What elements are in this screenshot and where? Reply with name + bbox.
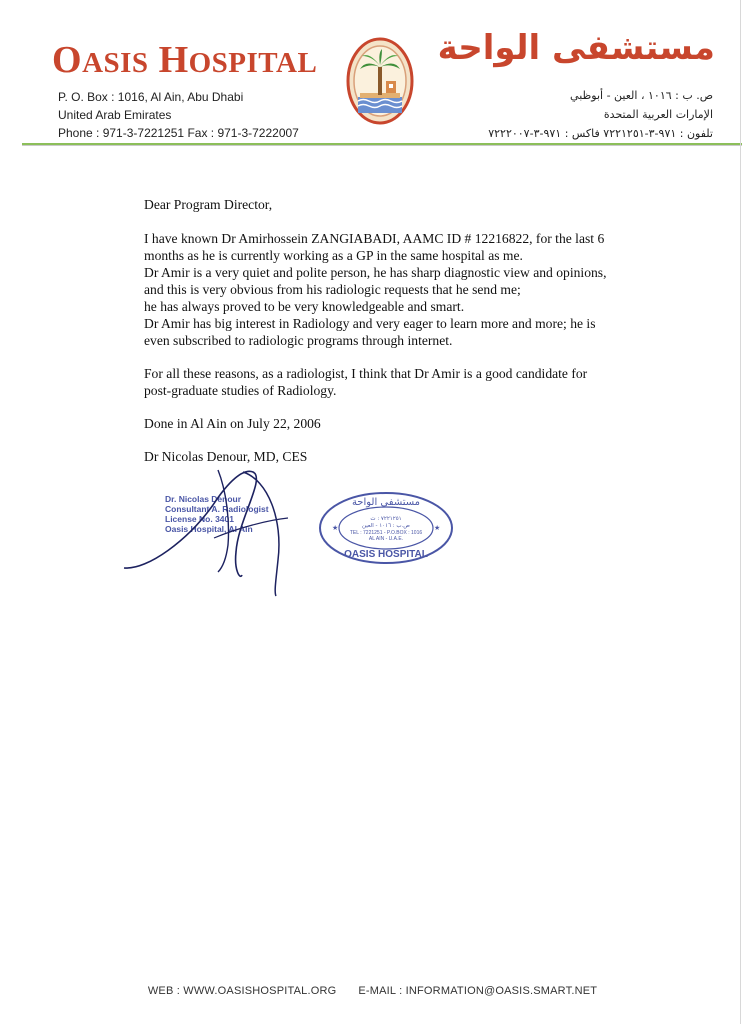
body-line: even subscribed to radiologic programs through internet. — [144, 333, 453, 348]
seal-arabic-title: مستشفى الواحة — [351, 497, 421, 508]
body-line: For all these reasons, as a radiologist, I think that Dr Amir is a good candidate for — [144, 366, 588, 381]
name-second-rest: OSPITAL — [188, 47, 318, 79]
seal-line: AL AIN - U.A.E. — [368, 536, 404, 542]
address-english — [58, 88, 299, 142]
place-date: Done in Al Ain on July 22, 2006 — [144, 416, 321, 431]
footer-website: WEB : WWW.OASISHOSPITAL.ORG — [147, 985, 337, 997]
address-line: P. O. Box : 1016, Al Ain, Abu Dhabi — [58, 90, 244, 104]
seal-line: ص.ب : ١٠١٦ - العين — [362, 523, 410, 529]
footer-email: E-MAIL : INFORMATION@OASIS.SMART.NET — [358, 985, 598, 997]
seal-english-title: OASIS HOSPITAL — [344, 549, 428, 560]
body-line: Dr Amir has big interest in Radiology and very eager to learn more and more; he is — [144, 316, 596, 331]
address-line-ar: الإمارات العربية المتحدة — [603, 108, 713, 121]
hospital-seal-stamp — [318, 490, 454, 566]
salutation: Dear Program Director, — [144, 197, 273, 212]
hospital-name-english — [52, 38, 317, 82]
address-line: United Arab Emirates — [58, 108, 172, 122]
name-second-cap: H — [158, 39, 189, 81]
header-rule-shadow — [22, 145, 742, 146]
hospital-logo-palm-icon — [346, 37, 414, 125]
body-line: post-graduate studies of Radiology. — [144, 383, 337, 398]
address-line-ar: ص. ب : ١٠١٦ ، العين - أبوظبي — [570, 89, 713, 102]
page-edge — [740, 0, 741, 1024]
name-first-cap: O — [52, 39, 83, 81]
contact-line-ar: تلفون : ٩٧١-٣-٧٢٢١٢٥١ فاكس : ٩٧١-٣-٧٢٢٢٠٠٧ — [488, 127, 713, 140]
contact-line: Phone : 971-3-7221251 Fax : 971-3-7222007 — [58, 126, 299, 140]
letter-footer — [0, 985, 745, 997]
hospital-name-arabic: مستشفى الواحة — [437, 28, 715, 68]
stamp-line: Oasis Hospital, Al Ain — [165, 524, 253, 534]
body-line: I have known Dr Amirhossein ZANGIABADI, AAMC ID # 12216822, for the last 6 — [144, 231, 605, 246]
body-line: and this is very obvious from his radiologic requests that he send me; — [144, 282, 521, 297]
body-line: he has always proved to be very knowledgeable and smart. — [144, 299, 465, 314]
letter-body — [144, 196, 664, 465]
body-line: months as he is currently working as a GP in the same hospital as me. — [144, 248, 523, 263]
seal-line: ٧٢٢١٢٥١ : ت — [370, 516, 402, 522]
stamp-line: Consultant A. Radiologist — [165, 504, 269, 514]
star-icon: ★ — [332, 524, 339, 532]
stamp-line: Dr. Nicolas Denour — [165, 494, 242, 504]
signatory-name: Dr Nicolas Denour, MD, CES — [144, 449, 308, 464]
stamp-line: License No. 3401 — [165, 514, 234, 524]
body-line: Dr Amir is a very quiet and polite person, he has sharp diagnostic view and opinions, — [144, 265, 607, 280]
name-first-rest: ASIS — [82, 47, 149, 79]
star-icon: ★ — [434, 524, 441, 532]
handwritten-signature-icon — [118, 460, 298, 600]
seal-line: TEL : 7221251 - P.O.BOX : 1016 — [349, 530, 423, 536]
address-arabic — [488, 86, 713, 143]
